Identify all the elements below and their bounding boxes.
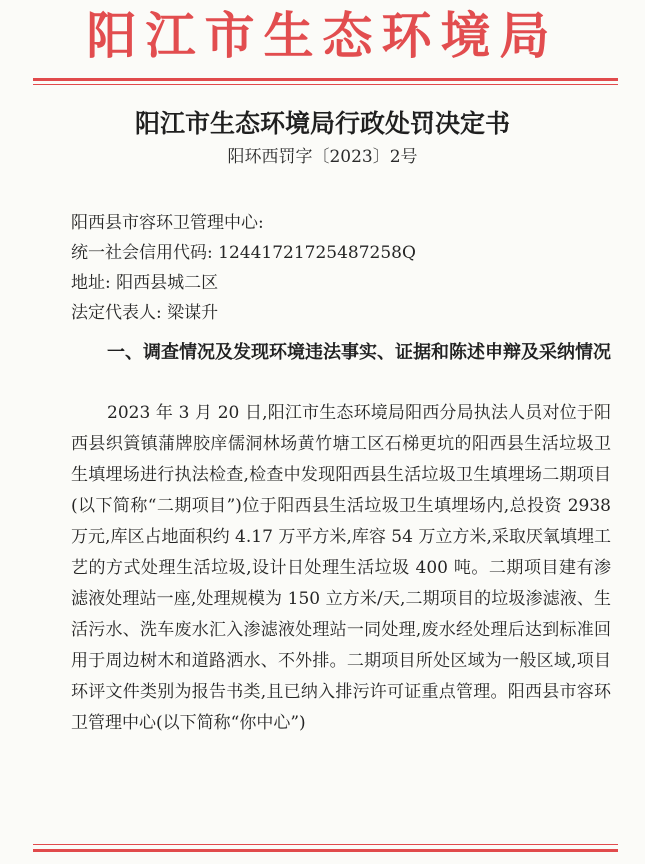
party-address: 地址: 阳西县城二区: [71, 273, 219, 293]
document-title: 阳江市生态环境局行政处罚决定书: [134, 109, 510, 138]
party-representative: 法定代表人: 梁谋升: [71, 303, 219, 323]
party-info: [71, 208, 611, 328]
party-name: 阳西县市容环卫管理中心:: [71, 213, 264, 233]
footer-rule-thick: [33, 849, 618, 852]
letterhead-title: 阳江市生态环境局: [86, 6, 559, 65]
party-credit-code: 统一社会信用代码: 12441721725487258Q: [71, 243, 416, 263]
letterhead-rule-thin-top: [33, 84, 618, 85]
body-paragraph: 2023 年 3 月 20 日,阳江市生态环境局阳西分局执法人员对位于阳西县织篢镇蒲牌胶庠儒洞林场黄竹塘工区石梯更坑的阳西县生活垃圾卫生填埋场进行执法检查,检查中发现阳西县生活垃圾卫生填埋场二期项目(以下简称“二期项目”)位于阳西县生活垃圾卫生填埋场内,总投资 2938 万元,库区占地面积约 4.17 万平方米,库容 54 万立方米,采取厌氧填埋工艺的方式处理生活垃圾,设计日处理生活垃圾 400 吨。二期项目建有渗滤液处理站一座,处理规模为 150 立方米/天,二期项目的垃圾渗滤液、生活污水、洗车废水汇入渗滤液处理站一同处理,废水经处理后达到标准回用于周边树木和道路洒水、不外排。二期项目所处区域为一般区域,项目环评文件类别为报告书类,且已纳入排污许可证重点管理。阳西县市容环卫管理中心(以下简称“你中心”): [71, 403, 611, 733]
footer-rule-thin: [33, 844, 618, 845]
section-heading: 一、调查情况及发现环境违法事实、证据和陈述申辩及采纳情况: [107, 342, 611, 363]
document-number: 阳环西罚字〔2023〕2号: [227, 147, 418, 167]
letterhead-rule-thick-top: [33, 78, 618, 81]
